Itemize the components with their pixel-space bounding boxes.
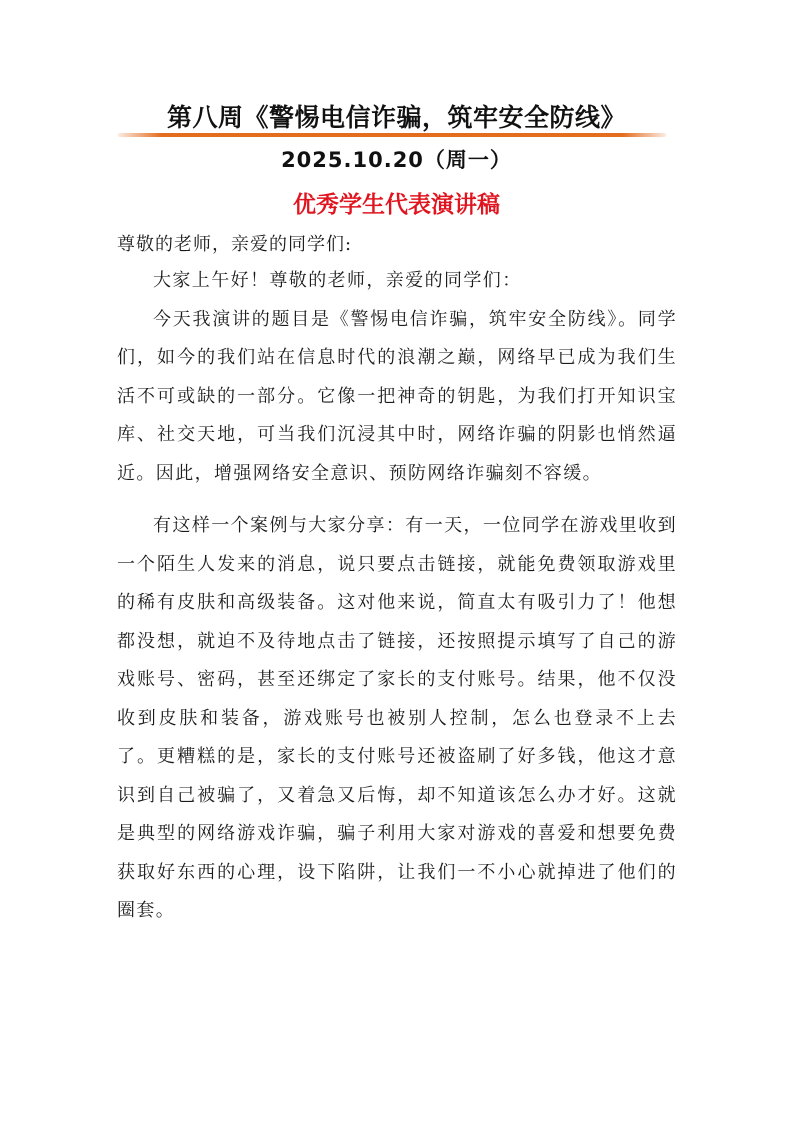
paragraph-case: 有这样一个案例与大家分享：有一天，一位同学在游戏里收到一个陌生人发来的消息，说只要点击链接，就能免费领取游戏里的稀有皮肤和高级装备。这对他来说，简直太有吸引力了！他想都没想，就迫不及待地点击了链接，还按照提示填写了自己的游戏账号、密码，甚至还绑定了家长的支付账号。结果，他不仅没收到皮肤和装备，游戏账号也被别人控制，怎么也登录不上去了。更糟糕的是，家长的支付账号还被盗刷了好多钱，他这才意识到自己被骗了，又着急又后悔，却不知道该怎么办才好。这就是典型的网络游戏诈骗，骗子利用大家对游戏的喜爱和想要免费获取好东西的心理，设下陷阱，让我们一不小心就掉进了他们的圈套。 [117,515,677,921]
speech-body [117,262,677,931]
document-date: 2025.10.20（周一） [281,148,512,172]
document-subtitle: 优秀学生代表演讲稿 [293,192,500,218]
paragraph-intro: 今天我演讲的题目是《警惕电信诈骗，筑牢安全防线》。同学们，如今的我们站在信息时代的浪潮之巅，网络早已成为我们生活不可或缺的一部分。它像一把神奇的钥匙，为我们打开知识宝库、社交天地，可当我们沉浸其中时，网络诈骗的阴影也悄然逼近。因此，增强网络安全意识、预防网络诈骗刻不容缓。 [117,308,677,484]
document-title: 第八周《警惕电信诈骗，筑牢安全防线》 [166,103,626,132]
salutation: 尊敬的老师，亲爱的同学们: [117,234,353,255]
paragraph-greeting: 大家上午好！尊敬的老师，亲爱的同学们： [153,270,522,291]
title-underline-rule [118,133,666,137]
